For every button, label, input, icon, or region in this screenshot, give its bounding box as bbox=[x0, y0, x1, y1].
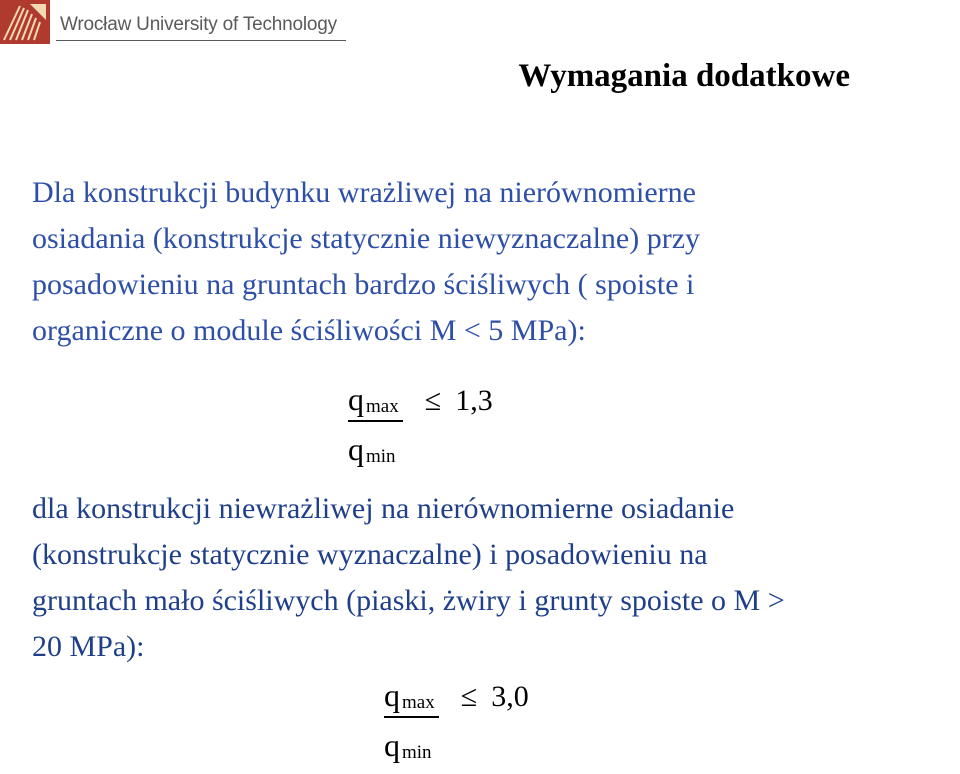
paragraph-line: gruntach mało ściśliwych (piaski, żwiry i grunty spoiste o M > bbox=[32, 584, 785, 617]
denominator-symbol: q bbox=[384, 727, 400, 763]
limit-value: 1,3 bbox=[455, 384, 493, 417]
less-or-equal-symbol: ≤ bbox=[460, 680, 478, 713]
paragraph-line: posadowieniu na gruntach bardzo ściśliwych ( spoiste i bbox=[32, 268, 695, 301]
fraction bbox=[348, 378, 403, 470]
university-name: Wrocław University of Technology bbox=[60, 14, 337, 35]
fraction bbox=[384, 674, 439, 766]
paragraph-insensitive-structures bbox=[32, 486, 785, 670]
formula-ratio-2 bbox=[384, 674, 529, 766]
header-divider bbox=[56, 40, 346, 41]
denominator-subscript: min bbox=[366, 446, 396, 467]
denominator-subscript: min bbox=[402, 742, 432, 763]
numerator-subscript: max bbox=[402, 692, 435, 713]
fraction-denominator bbox=[348, 422, 403, 470]
fraction-numerator bbox=[384, 674, 439, 718]
university-logo-icon bbox=[0, 0, 50, 44]
paragraph-line: dla konstrukcji niewrażliwej na nierównomierne osiadanie bbox=[32, 492, 735, 525]
denominator-symbol: q bbox=[348, 431, 364, 467]
numerator-subscript: max bbox=[366, 396, 399, 417]
formula-ratio-1 bbox=[348, 378, 493, 470]
limit-value: 3,0 bbox=[491, 680, 529, 713]
fraction-numerator bbox=[348, 378, 403, 422]
less-or-equal-symbol: ≤ bbox=[424, 384, 442, 417]
paragraph-line: osiadania (konstrukcje statycznie niewyznaczalne) przy bbox=[32, 222, 701, 255]
page-title: Wymagania dodatkowe bbox=[518, 58, 850, 94]
paragraph-line: organiczne o module ściśliwości M < 5 MPa): bbox=[32, 314, 586, 347]
paragraph-line: Dla konstrukcji budynku wrażliwej na nierównomierne bbox=[32, 176, 696, 209]
numerator-symbol: q bbox=[348, 381, 364, 417]
header bbox=[0, 0, 350, 44]
fraction-denominator bbox=[384, 718, 439, 766]
numerator-symbol: q bbox=[384, 677, 400, 713]
paragraph-sensitive-structures bbox=[32, 170, 700, 354]
paragraph-line: 20 MPa): bbox=[32, 630, 145, 663]
paragraph-line: (konstrukcje statycznie wyznaczalne) i posadowieniu na bbox=[32, 538, 708, 571]
